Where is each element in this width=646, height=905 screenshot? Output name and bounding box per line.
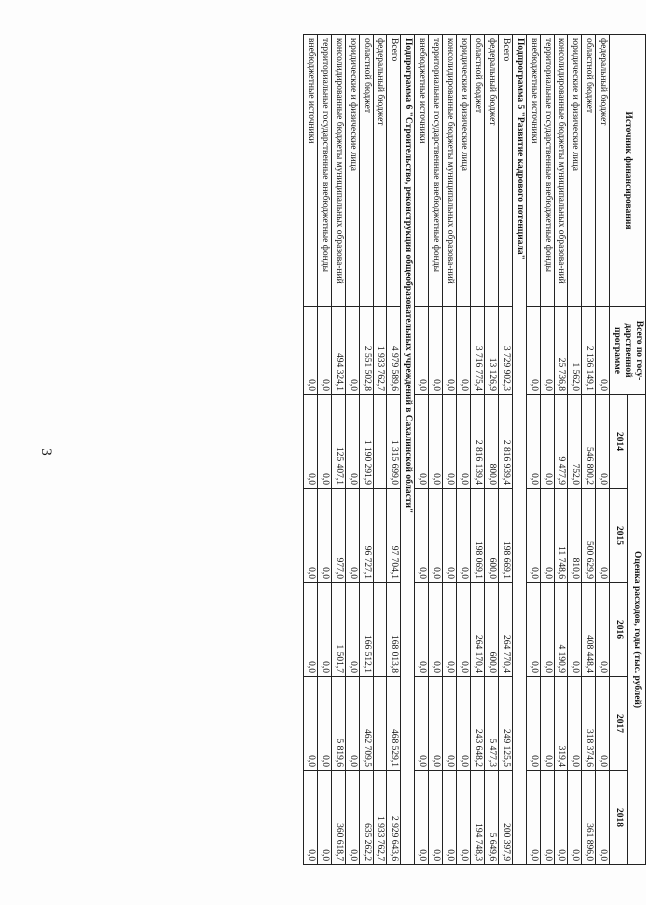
cell-year-value: 0,0	[457, 771, 471, 865]
cell-total: 1 933 762,7	[373, 307, 387, 395]
cell-year-value: 0,0	[540, 489, 554, 583]
cell-year-value: 0,0	[596, 771, 610, 865]
row-label: областной бюджет	[471, 35, 485, 307]
cell-year-value: 194 748,3	[471, 771, 485, 865]
table-row	[429, 35, 443, 865]
cell-year-value: 977,0	[331, 489, 345, 583]
cell-year-value: 0,0	[526, 395, 540, 489]
cell-year-value: 0,0	[303, 677, 317, 771]
cell-total: 4 979 589,6	[387, 307, 401, 395]
cell-year-value	[373, 677, 387, 771]
cell-year-value: 1 315 699,0	[387, 395, 401, 489]
cell-year-value: 168 013,8	[387, 583, 401, 677]
cell-year-value: 635 262,2	[359, 771, 373, 865]
cell-year-value: 0,0	[457, 489, 471, 583]
row-label: территориальные государственные внебюджетные фонды	[540, 35, 554, 307]
row-label: внебюджетные источники	[415, 35, 429, 307]
header-total: Всего по госу-дарственной программе	[610, 307, 646, 395]
section-title: Подпрограмма 5 "Развитие кадрового потенциала"	[512, 35, 526, 865]
row-label: консолидированные бюджеты муниципальных образова-ний	[443, 35, 457, 307]
table-row	[415, 35, 429, 865]
cell-total: 0,0	[317, 307, 331, 395]
table-row	[303, 35, 317, 865]
cell-year-value: 0,0	[568, 583, 582, 677]
cell-year-value: 0,0	[457, 583, 471, 677]
cell-year-value: 2 929 643,6	[387, 771, 401, 865]
row-label: внебюджетные источники	[303, 35, 317, 307]
section-row	[512, 35, 526, 865]
cell-total: 3 716 775,4	[471, 307, 485, 395]
cell-year-value: 0,0	[568, 771, 582, 865]
table-row	[457, 35, 471, 865]
cell-year-value: 0,0	[317, 395, 331, 489]
cell-year-value: 166 512,1	[359, 583, 373, 677]
cell-year-value: 5 649,6	[484, 771, 498, 865]
cell-year-value: 96 727,1	[359, 489, 373, 583]
cell-year-value: 0,0	[345, 677, 359, 771]
cell-year-value: 1 501,7	[331, 583, 345, 677]
table-row	[345, 35, 359, 865]
cell-year-value: 0,0	[443, 395, 457, 489]
cell-year-value: 198 069,1	[471, 489, 485, 583]
cell-year-value	[373, 395, 387, 489]
cell-year-value: 2 816 939,4	[498, 395, 512, 489]
cell-total: 0,0	[596, 307, 610, 395]
cell-year-value: 0,0	[317, 489, 331, 583]
cell-year-value: 0,0	[540, 395, 554, 489]
cell-year-value: 0,0	[457, 395, 471, 489]
row-label: внебюджетные источники	[526, 35, 540, 307]
cell-year-value: 0,0	[429, 771, 443, 865]
row-label: федеральный бюджет	[484, 35, 498, 307]
row-label: областной бюджет	[582, 35, 596, 307]
cell-year-value: 0,0	[568, 677, 582, 771]
row-label: Всего	[387, 35, 401, 307]
cell-year-value: 0,0	[596, 677, 610, 771]
cell-year-value: 243 648,2	[471, 677, 485, 771]
table-row	[443, 35, 457, 865]
cell-year-value: 546 800,2	[582, 395, 596, 489]
cell-year-value: 2 816 139,4	[471, 395, 485, 489]
cell-year-value: 4 190,9	[554, 583, 568, 677]
cell-year-value: 0,0	[596, 395, 610, 489]
cell-year-value: 600,0	[484, 489, 498, 583]
cell-year-value: 318 374,6	[582, 677, 596, 771]
table-row	[471, 35, 485, 865]
table-row	[582, 35, 596, 865]
cell-total: 0,0	[540, 307, 554, 395]
cell-year-value: 0,0	[540, 771, 554, 865]
cell-year-value: 11 748,6	[554, 489, 568, 583]
row-label: юридические и физические лица	[457, 35, 471, 307]
cell-year-value: 0,0	[526, 583, 540, 677]
cell-year-value: 0,0	[457, 677, 471, 771]
financing-table	[303, 34, 646, 865]
table-header	[610, 35, 646, 865]
cell-year-value: 0,0	[303, 489, 317, 583]
cell-year-value: 0,0	[596, 489, 610, 583]
cell-year-value: 0,0	[303, 583, 317, 677]
cell-total: 3 729 902,3	[498, 307, 512, 395]
cell-total: 0,0	[429, 307, 443, 395]
header-year: 2014	[610, 395, 628, 489]
cell-year-value: 97 704,1	[387, 489, 401, 583]
cell-total: 0,0	[415, 307, 429, 395]
row-label: Всего	[498, 35, 512, 307]
cell-year-value	[373, 489, 387, 583]
cell-total: 2 551 502,8	[359, 307, 373, 395]
cell-year-value: 0,0	[429, 395, 443, 489]
cell-total: 0,0	[526, 307, 540, 395]
cell-year-value: 0,0	[429, 677, 443, 771]
cell-year-value: 9 477,9	[554, 395, 568, 489]
cell-year-value	[373, 583, 387, 677]
cell-year-value: 0,0	[554, 771, 568, 865]
cell-year-value: 0,0	[415, 677, 429, 771]
cell-year-value: 5 819,6	[331, 677, 345, 771]
header-year: 2017	[610, 677, 628, 771]
cell-year-value: 264 770,4	[498, 583, 512, 677]
cell-year-value: 125 407,1	[331, 395, 345, 489]
cell-total: 13 126,9	[484, 307, 498, 395]
header-year: 2018	[610, 771, 628, 865]
cell-year-value: 0,0	[526, 489, 540, 583]
cell-year-value: 264 170,4	[471, 583, 485, 677]
cell-year-value: 0,0	[317, 771, 331, 865]
cell-year-value: 0,0	[345, 771, 359, 865]
cell-total: 0,0	[443, 307, 457, 395]
cell-year-value: 0,0	[526, 677, 540, 771]
cell-year-value: 360 618,7	[331, 771, 345, 865]
section-title: Подпрограмма 6 "Строительство, реконструкция общеобразовательных учреждений в Сахалинской области"	[401, 35, 415, 865]
cell-year-value: 0,0	[415, 771, 429, 865]
cell-year-value: 0,0	[429, 583, 443, 677]
cell-year-value: 0,0	[317, 583, 331, 677]
cell-year-value: 0,0	[443, 677, 457, 771]
cell-year-value: 500 629,9	[582, 489, 596, 583]
row-label: территориальные государственные внебюджетные фонды	[317, 35, 331, 307]
table-row	[387, 35, 401, 865]
cell-year-value: 408 448,4	[582, 583, 596, 677]
rotated-table-container	[96, 34, 646, 864]
row-label: федеральный бюджет	[373, 35, 387, 307]
table-row	[568, 35, 582, 865]
cell-total: 2 136 149,1	[582, 307, 596, 395]
cell-year-value: 0,0	[429, 489, 443, 583]
cell-year-value: 249 125,5	[498, 677, 512, 771]
cell-year-value: 0,0	[526, 771, 540, 865]
cell-year-value: 0,0	[303, 771, 317, 865]
cell-year-value: 752,0	[568, 395, 582, 489]
cell-year-value: 0,0	[415, 489, 429, 583]
cell-year-value: 361 896,0	[582, 771, 596, 865]
cell-year-value: 800,0	[484, 395, 498, 489]
row-label: консолидированные бюджеты муниципальных образова-ний	[554, 35, 568, 307]
cell-year-value: 0,0	[345, 489, 359, 583]
cell-total: 0,0	[457, 307, 471, 395]
cell-total: 25 736,8	[554, 307, 568, 395]
cell-year-value: 468 529,1	[387, 677, 401, 771]
cell-year-value: 0,0	[317, 677, 331, 771]
row-label: территориальные государственные внебюджетные фонды	[429, 35, 443, 307]
cell-year-value: 1 190 291,9	[359, 395, 373, 489]
cell-year-value: 0,0	[443, 771, 457, 865]
row-label: областной бюджет	[359, 35, 373, 307]
row-label: юридические и физические лица	[568, 35, 582, 307]
table-row	[359, 35, 373, 865]
page-number: 3	[38, 448, 54, 456]
cell-year-value: 0,0	[443, 583, 457, 677]
table-body	[303, 35, 609, 865]
table-row	[540, 35, 554, 865]
cell-total: 1 562,0	[568, 307, 582, 395]
cell-year-value: 0,0	[345, 395, 359, 489]
section-row	[401, 35, 415, 865]
header-year: 2016	[610, 583, 628, 677]
cell-year-value: 0,0	[415, 395, 429, 489]
cell-year-value: 0,0	[415, 583, 429, 677]
cell-year-value: 319,4	[554, 677, 568, 771]
table-row	[498, 35, 512, 865]
row-label: консолидированные бюджеты муниципальных образова-ний	[331, 35, 345, 307]
table-row	[331, 35, 345, 865]
cell-year-value: 198 669,1	[498, 489, 512, 583]
cell-year-value: 0,0	[596, 583, 610, 677]
cell-year-value: 0,0	[303, 395, 317, 489]
header-source: Источник финансирования	[610, 35, 646, 307]
cell-total: 0,0	[303, 307, 317, 395]
cell-year-value: 600,0	[484, 583, 498, 677]
cell-year-value: 0,0	[443, 489, 457, 583]
table-row	[484, 35, 498, 865]
table-row	[317, 35, 331, 865]
cell-total: 494 324,1	[331, 307, 345, 395]
table-row	[596, 35, 610, 865]
cell-year-value: 810,0	[568, 489, 582, 583]
table-row	[373, 35, 387, 865]
header-year: 2015	[610, 489, 628, 583]
cell-year-value: 1 933 762,7	[373, 771, 387, 865]
cell-year-value: 200 397,9	[498, 771, 512, 865]
cell-year-value: 462 709,5	[359, 677, 373, 771]
row-label: юридические и физические лица	[345, 35, 359, 307]
row-label: федеральный бюджет	[596, 35, 610, 307]
cell-total: 0,0	[345, 307, 359, 395]
cell-year-value: 5 477,3	[484, 677, 498, 771]
table-row	[526, 35, 540, 865]
table-row	[554, 35, 568, 865]
cell-year-value: 0,0	[540, 583, 554, 677]
cell-year-value: 0,0	[540, 677, 554, 771]
cell-year-value: 0,0	[345, 583, 359, 677]
header-estimate: Оценка расходов, годы (тыс. рублей)	[628, 395, 646, 865]
